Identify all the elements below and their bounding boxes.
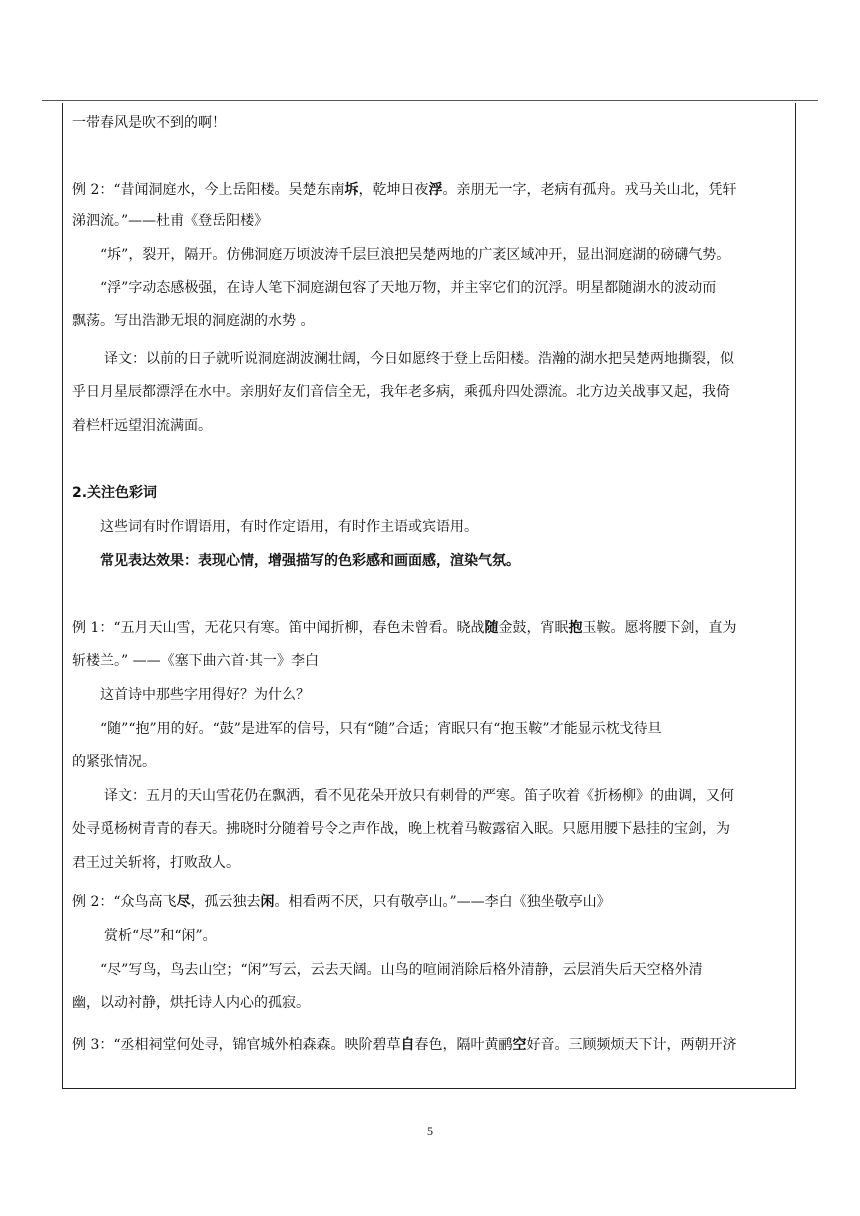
translation-line: 译文：五月的天山雪花仍在飘洒，看不见花朵开放只有刺骨的严寒。笛子吹着《折杨柳》的曲调，又何 [104,788,734,804]
text-line: 一带春风是吹不到的啊！ [72,115,226,131]
text-line: 这首诗中那些字用得好？为什么？ [100,687,310,703]
text-line: 飘荡。写出浩渺无垠的洞庭湖的水势 。 [72,313,315,329]
translation-line: 译文：以前的日子就听说洞庭湖波澜壮阔，今日如愿终于登上岳阳楼。浩瀚的湖水把吴楚两地撕裂，似 [104,351,734,367]
header-rule [42,100,818,101]
text-line: “尽”写鸟，鸟去山空；“闲”写云，云去天阔。山鸟的喧闹消除后格外清静，云层消失后天空格外清 [100,962,703,978]
text-line: “浮”字动态感极强，在诗人笔下洞庭湖包容了天地万物，并主宰它们的沉浮。明星都随湖水的波动而 [100,280,717,296]
text-line: 着栏杆远望泪流满面。 [72,418,212,434]
text-line: 处寻觅杨树青青的春天。拂晓时分随着号令之声作战，晚上枕着马鞍露宿入眠。只愿用腰下悬挂的宝剑，为 [72,821,730,837]
example-line: 例 2：“众鸟高飞尽，孤云独去闲。相看两不厌，只有敬亭山。”——李白《独坐敬亭山》 [72,894,611,910]
text-line: 幽，以动衬静，烘托诗人内心的孤寂。 [72,995,310,1011]
text-line: 涕泗流。”——杜甫《登岳阳楼》 [72,213,269,229]
effect-summary: 常见表达效果：表现心情，增强描写的色彩感和画面感，渲染气氛。 [100,553,520,569]
text-line: 君王过关斩将，打败敌人。 [72,855,240,871]
text-line: 斩楼兰。” ——《塞下曲六首·其一》李白 [72,653,320,669]
example-line: 例 1：“五月天山雪，无花只有寒。笛中闻折柳，春色未曾看。晓战随金鼓，宵眠抱玉鞍。愿将腰下剑，直为 [72,620,737,636]
text-line: 赏析“尽”和“闲”。 [104,928,217,944]
page-number: 5 [427,1124,433,1138]
text-line: “随”“抱”用的好。“鼓”是进军的信号，只有“随”合适；宵眠只有“抱玉鞍”才能显示枕戈待旦 [100,721,662,737]
example-line: 例 2：“昔闻洞庭水，今上岳阳楼。吴楚东南坼，乾坤日夜浮。亲朋无一字，老病有孤舟。戎马关山北，凭轩 [72,182,737,198]
section-heading: 2.关注色彩词 [72,485,158,501]
example-line: 例 3：“丞相祠堂何处寻，锦官城外柏森森。映阶碧草自春色，隔叶黄鹂空好音。三顾频烦天下计，两朝开济 [72,1037,737,1053]
text-line: “坼”，裂开，隔开。仿佛洞庭万顷波涛千层巨浪把吴楚两地的广袤区域冲开，显出洞庭湖的磅礴气势。 [100,247,731,263]
text-line: 这些词有时作谓语用，有时作定语用，有时作主语或宾语用。 [100,519,478,535]
text-line: 的紧张情况。 [72,754,156,770]
text-line: 乎日月星辰都漂浮在水中。亲朋好友们音信全无，我年老多病，乘孤舟四处漂流。北方边关战事又起，我倚 [72,384,730,400]
